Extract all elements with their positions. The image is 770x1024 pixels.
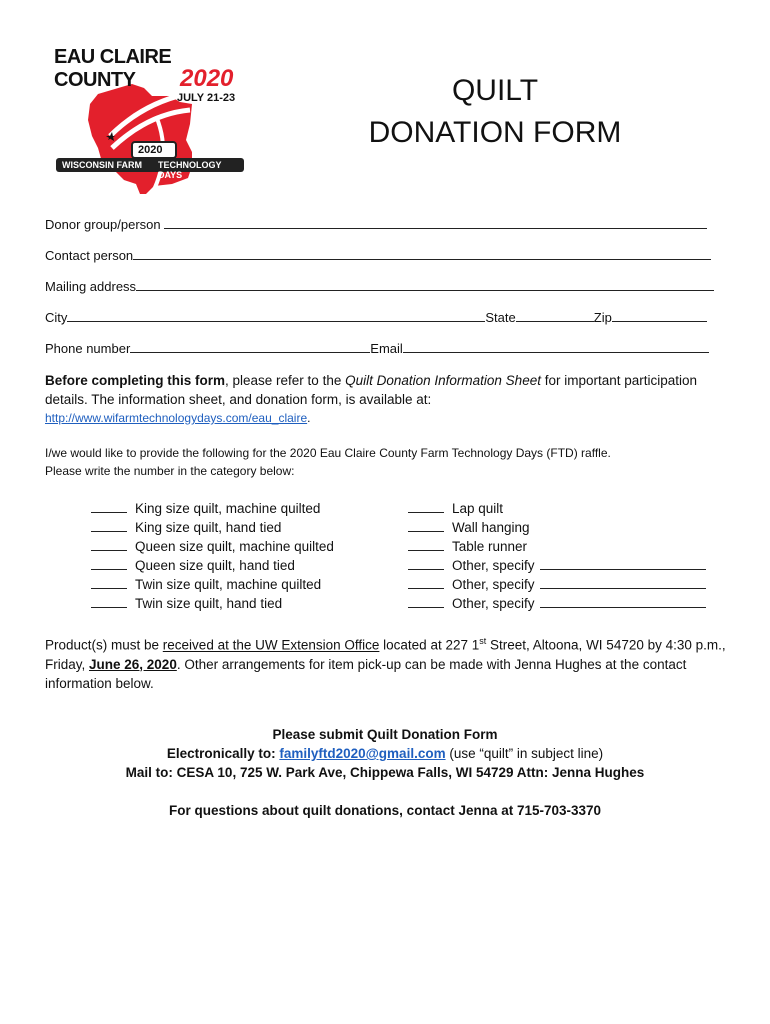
info-sheet-link[interactable]: http://www.wifarmtechnologydays.com/eau_claire xyxy=(45,411,308,425)
right-item-quantity-blank[interactable] xyxy=(408,539,444,551)
donor-label: Donor group/person xyxy=(45,217,161,232)
title-line-2: DONATION FORM xyxy=(368,116,622,149)
right-item-list xyxy=(408,501,706,615)
info-sheet-title: Quilt Donation Information Sheet xyxy=(345,373,541,388)
donor-row xyxy=(45,217,707,232)
right-item-label: Table runner xyxy=(452,539,528,554)
left-item-quantity-blank[interactable] xyxy=(91,577,127,589)
left-item-row xyxy=(91,577,334,596)
logo-banner-left: WISCONSIN FARM xyxy=(62,160,142,170)
right-item-label: Other, specify xyxy=(452,596,535,611)
left-item-label: Twin size quilt, machine quilted xyxy=(135,577,322,592)
right-item-row xyxy=(408,596,706,615)
left-item-quantity-blank[interactable] xyxy=(91,596,127,608)
state-label: State xyxy=(485,310,516,325)
logo-county: EAU CLAIRE COUNTY xyxy=(54,46,172,91)
other-specify-field[interactable] xyxy=(540,559,706,570)
left-item-label: King size quilt, hand tied xyxy=(135,520,282,535)
right-item-label: Lap quilt xyxy=(452,501,504,516)
contact-field[interactable] xyxy=(133,249,711,260)
logo-banner-right: TECHNOLOGY DAYS xyxy=(158,160,222,180)
right-item-quantity-blank[interactable] xyxy=(408,577,444,589)
electronic-label: Electronically to: xyxy=(166,746,276,761)
left-item-label: Queen size quilt, hand tied xyxy=(135,558,295,573)
intro-bold: Before completing this form xyxy=(45,373,226,388)
mailing-label: Mailing address xyxy=(45,279,137,294)
right-item-row xyxy=(408,577,706,596)
right-item-row xyxy=(408,539,706,558)
left-item-list xyxy=(91,501,334,615)
delivery-text-1: Product(s) must be xyxy=(45,637,163,653)
phone-row xyxy=(45,341,709,356)
event-logo xyxy=(52,44,248,199)
logo-dates: JULY 21-23 xyxy=(177,92,236,104)
left-item-label: King size quilt, machine quilted xyxy=(135,501,321,516)
delivery-text-2: located at 227 1 xyxy=(379,637,480,653)
right-item-label: Other, specify xyxy=(452,577,535,592)
delivery-sup: st xyxy=(479,636,487,646)
right-item-quantity-blank[interactable] xyxy=(408,501,444,513)
submit-email-link[interactable]: familyftd2020@gmail.com xyxy=(279,746,446,761)
delivery-text-4: . Other arrangements for item pick-up can be made with Jenna Hughes at the contact information below. xyxy=(45,656,687,691)
zip-label: Zip xyxy=(593,310,612,325)
left-item-quantity-blank[interactable] xyxy=(91,539,127,551)
left-item-quantity-blank[interactable] xyxy=(91,501,127,513)
donor-field[interactable] xyxy=(164,218,707,229)
delivery-paragraph xyxy=(45,632,735,693)
state-field[interactable] xyxy=(516,311,594,322)
right-item-row xyxy=(408,520,706,539)
phone-field[interactable] xyxy=(130,342,370,353)
url-row xyxy=(45,409,735,427)
submit-heading: Please submit Quilt Donation Form xyxy=(272,727,498,742)
email-note: (use “quilt” in subject line) xyxy=(449,746,604,761)
city-field[interactable] xyxy=(67,311,485,322)
url-period: . xyxy=(307,411,311,425)
right-item-quantity-blank[interactable] xyxy=(408,520,444,532)
other-specify-field[interactable] xyxy=(540,578,706,589)
left-item-label: Queen size quilt, machine quilted xyxy=(135,539,334,554)
submit-mail: Mail to: CESA 10, 725 W. Park Ave, Chippewa Falls, WI 54729 Attn: Jenna Hughes xyxy=(125,765,645,780)
zip-field[interactable] xyxy=(612,311,707,322)
questions-contact: For questions about quilt donations, contact Jenna at 715-703-3370 xyxy=(168,803,602,818)
delivery-date: June 26, 2020 xyxy=(89,656,177,672)
phone-label: Phone number xyxy=(45,341,131,356)
right-item-label: Wall hanging xyxy=(452,520,530,535)
city-row xyxy=(45,310,707,325)
other-specify-field[interactable] xyxy=(540,597,706,608)
left-item-row xyxy=(91,520,334,539)
left-item-quantity-blank[interactable] xyxy=(91,520,127,532)
right-item-quantity-blank[interactable] xyxy=(408,596,444,608)
left-item-row xyxy=(91,539,334,558)
intro-text-2: for important participation details. The information sheet, and donation form, is available at: xyxy=(45,373,698,407)
intro-paragraph xyxy=(45,371,735,409)
left-item-label: Twin size quilt, hand tied xyxy=(135,596,283,611)
left-item-row xyxy=(91,558,334,577)
title-line-1: QUILT xyxy=(451,74,539,107)
left-item-row xyxy=(91,501,334,520)
contact-row xyxy=(45,248,711,263)
contact-label: Contact person xyxy=(45,248,134,263)
request-line-1: I/we would like to provide the following for the 2020 Eau Claire County Farm Technology Days (FTD) raffle. xyxy=(45,446,611,460)
logo-badge-year: 2020 xyxy=(138,144,163,156)
mailing-row xyxy=(45,279,714,294)
right-item-row xyxy=(408,558,706,577)
left-item-row xyxy=(91,596,334,615)
delivery-location: received at the UW Extension Office xyxy=(162,637,380,653)
email-field[interactable] xyxy=(403,342,709,353)
city-label: City xyxy=(45,310,68,325)
request-line-2: Please write the number in the category below: xyxy=(45,464,295,478)
delivery-text-3: Street, Altoona, WI 54720 by 4:30 p.m., Friday, xyxy=(45,637,726,672)
email-label: Email xyxy=(370,341,403,356)
logo-year: 2020 xyxy=(180,65,234,92)
right-item-quantity-blank[interactable] xyxy=(408,558,444,570)
left-item-quantity-blank[interactable] xyxy=(91,558,127,570)
mailing-field[interactable] xyxy=(136,280,714,291)
submit-electronic-row xyxy=(0,746,770,761)
right-item-label: Other, specify xyxy=(452,558,535,573)
right-item-row xyxy=(408,501,706,520)
intro-text-1: , please refer to the xyxy=(225,373,346,388)
